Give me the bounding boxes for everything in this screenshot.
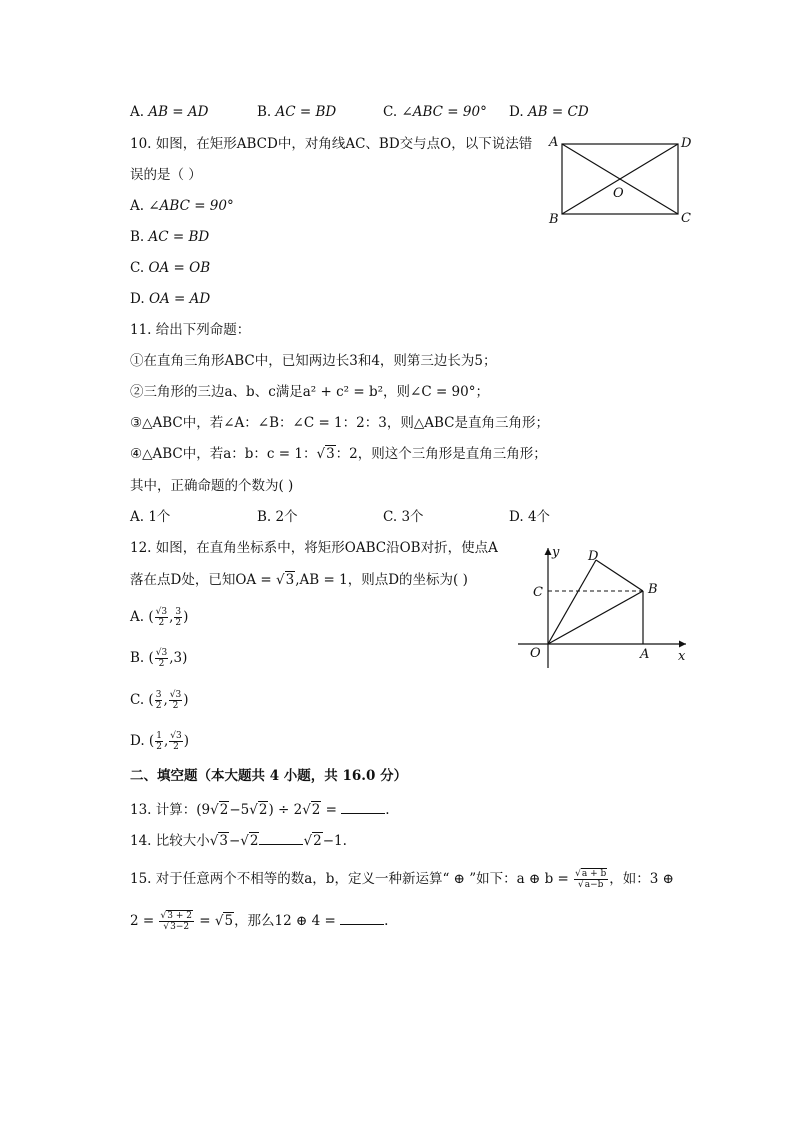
q12-option-b: B. ( $\frac{√3}{2}$ ,3)	[130, 648, 188, 669]
fig12-label-b: B	[648, 582, 658, 597]
fig10-label-b: B	[549, 212, 559, 227]
fig12-label-c: C	[533, 585, 543, 600]
q11-option-a: A. 1个	[130, 509, 171, 525]
q12-stem-line2: 落在点D处，已知OA = √3,AB = 1，则点D的坐标为( )	[130, 572, 468, 588]
q15-answer-blank[interactable]	[340, 912, 384, 925]
q14-answer-blank[interactable]	[259, 832, 303, 845]
fig10-label-c: C	[681, 211, 691, 226]
q11-proposition-2: ②三角形的三边a、b、c满足a² + c² = b²，则∠C = 90°；	[130, 384, 489, 400]
q11-option-b: B. 2个	[257, 509, 298, 525]
q14: 14. 比较大小√3−√2 √2−1.	[130, 833, 347, 849]
q11-question: 其中，正确命题的个数为( )	[130, 478, 294, 494]
fig10-label-d: D	[681, 136, 692, 151]
q10-option-c: C. OA = OB	[130, 260, 211, 276]
q11-proposition-1: ①在直角三角形ABC中，已知两边长3和4，则第三边长为5；	[130, 353, 497, 369]
q12-option-d: D. ( $\frac{1}{2}$ , $\frac{√3}{2}$ )	[130, 731, 189, 752]
fig12-label-o: O	[530, 646, 541, 661]
q11-option-d: D. 4个	[509, 509, 551, 525]
q15-line2: 2 = $\frac{√3 + 2}{√3-2}$ = √5，那么12 ⊕ 4 = .	[130, 911, 389, 932]
q10-option-a: A. ∠ABC = 90°	[130, 198, 234, 214]
q9-option-b: B. AC = BD	[257, 104, 337, 120]
q15-line1: 15. 对于任意两个不相等的数a，b，定义一种新运算“ ⊕ ”如下：a ⊕ b = $\frac{√a + b}{√a-b}$ ，如：3 ⊕	[130, 869, 674, 890]
q10-option-b: B. AC = BD	[130, 229, 210, 245]
q11-proposition-4: ④△ABC中，若a：b：c = 1：√3：2，则这个三角形是直角三角形；	[130, 446, 547, 462]
q12-option-c: C. ( $\frac{3}{2}$ , $\frac{√3}{2}$ )	[130, 690, 189, 711]
q9-option-c: C. ∠ABC = 90°	[383, 104, 487, 120]
q12-option-a: A. ( $\frac{√3}{2}$ , $\frac{3}{2}$ )	[130, 607, 189, 628]
q11-stem: 11. 给出下列命题：	[130, 322, 251, 338]
q10-stem-line1: 10. 如图，在矩形ABCD中，对角线AC、BD交与点O，以下说法错	[130, 136, 533, 152]
section-2-heading: 二、填空题（本大题共 4 小题，共 16.0 分）	[130, 768, 408, 784]
q9-option-d: D. AB = CD	[509, 104, 589, 120]
fig12-label-y: y	[552, 545, 560, 560]
q12-coordinate-figure	[510, 540, 700, 670]
q9-option-a: A. AB = AD	[130, 104, 209, 120]
fig12-label-d: D	[588, 549, 599, 564]
q10-rectangle-figure	[540, 130, 700, 230]
fig12-label-x: x	[678, 649, 686, 664]
q12-stem-line1: 12. 如图，在直角坐标系中，将矩形OABC沿OB对折，使点A	[130, 540, 498, 556]
q11-proposition-3: ③△ABC中，若∠A：∠B：∠C = 1：2：3，则△ABC是直角三角形；	[130, 415, 549, 431]
fig10-label-o: O	[613, 186, 624, 201]
q13-answer-blank[interactable]	[341, 801, 385, 814]
q10-option-d: D. OA = AD	[130, 291, 211, 307]
q11-option-c: C. 3个	[383, 509, 424, 525]
q13: 13. 计算：(9√2−5√2) ÷ 2√2 = .	[130, 802, 390, 818]
fig10-label-a: A	[549, 135, 559, 150]
q10-stem-line2: 误的是（ ）	[130, 167, 202, 183]
fig12-label-a: A	[640, 647, 650, 662]
